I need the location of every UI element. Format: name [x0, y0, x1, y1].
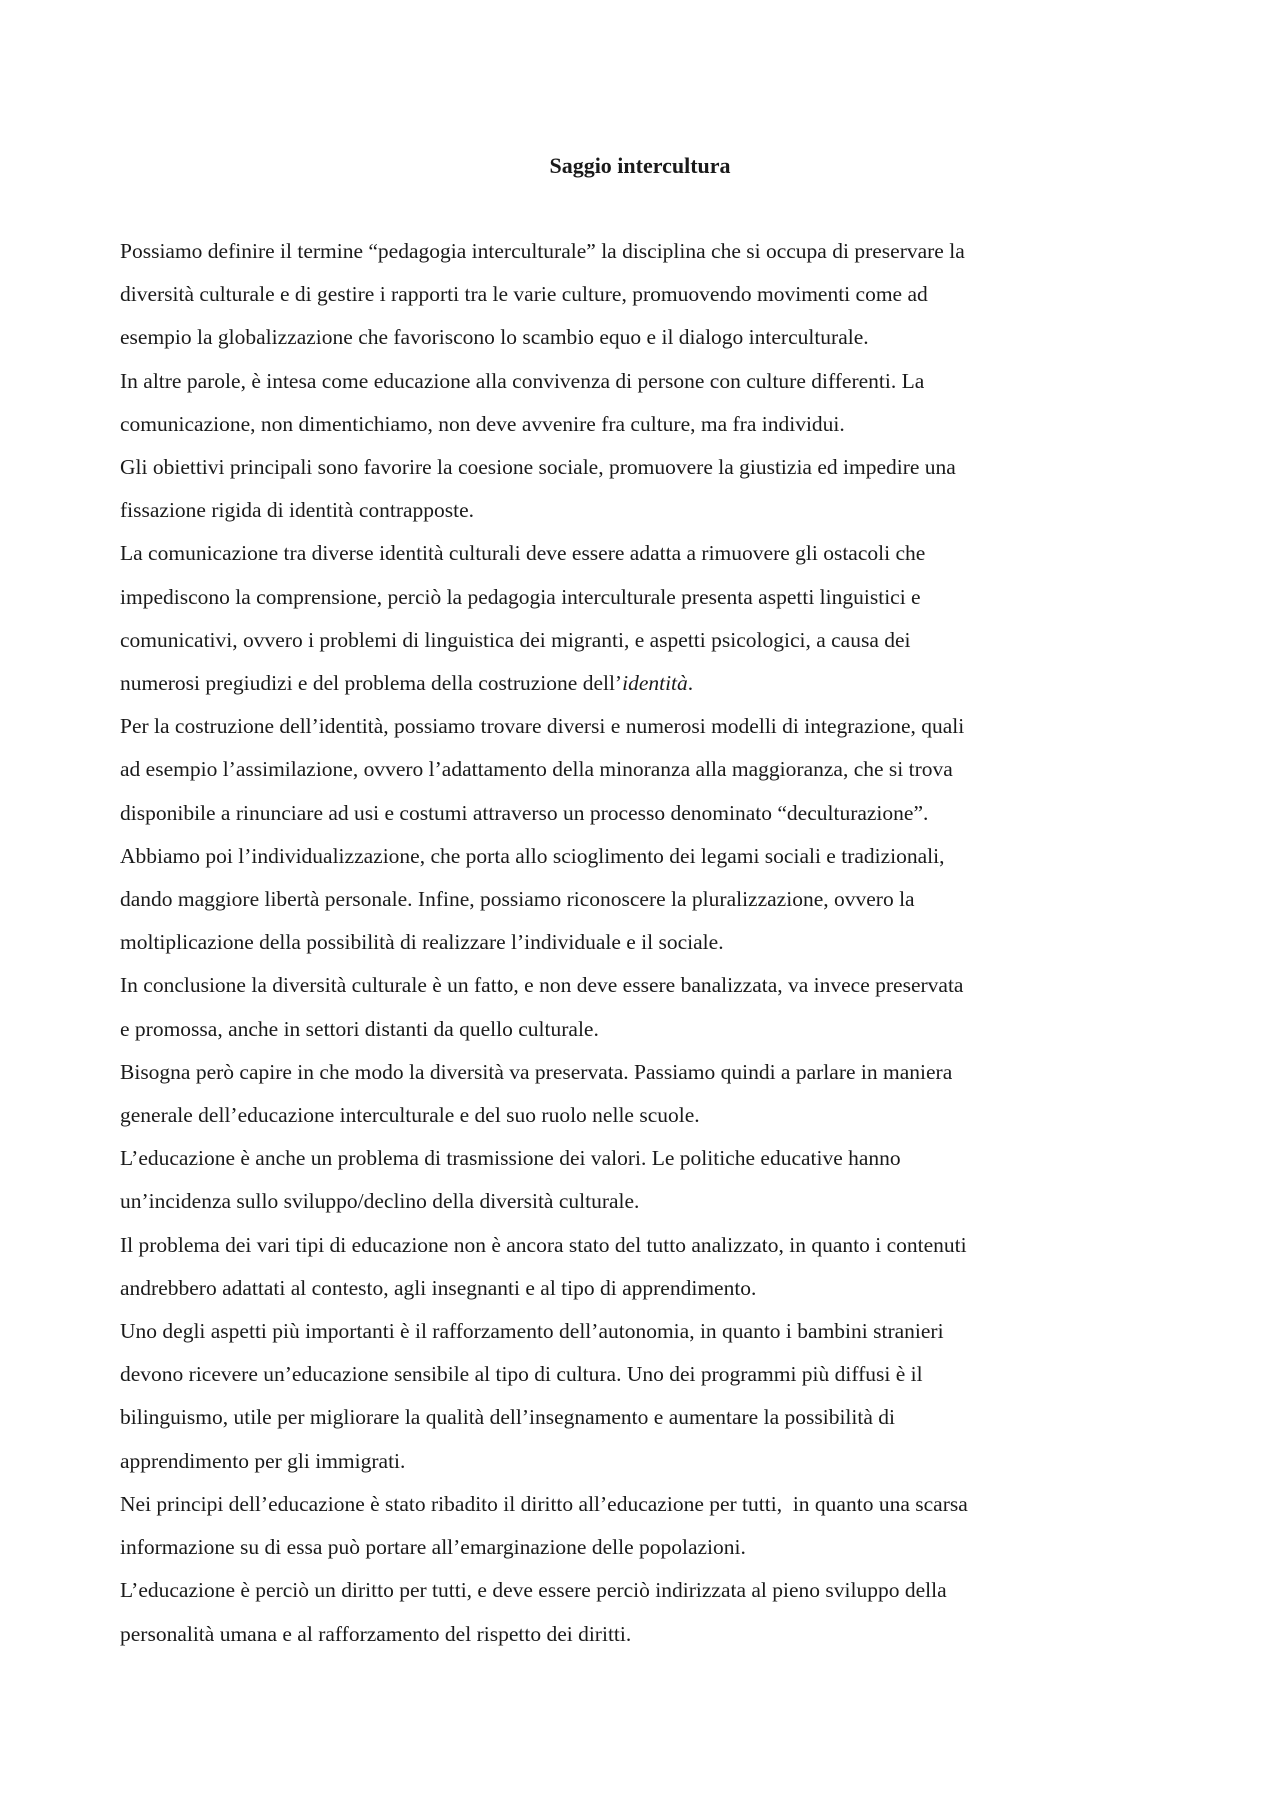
text-line: devono ricevere un’educazione sensibile al tipo di cultura. Uno dei programmi più diffusi è il	[120, 1362, 923, 1387]
text-line: ad esempio l’assimilazione, ovvero l’adattamento della minoranza alla maggioranza, che si trova	[120, 757, 953, 782]
text-line: Possiamo definire il termine “pedagogia interculturale” la disciplina che si occupa di preservare la	[120, 239, 965, 263]
text-line	[120, 662, 1160, 705]
text-line: In conclusione la diversità culturale è un fatto, e non deve essere banalizzata, va invece preservata	[120, 973, 964, 998]
text-line: un’incidenza sullo sviluppo/declino della diversità culturale.	[120, 1189, 640, 1214]
text-line: andrebbero adattati al contesto, agli insegnanti e al tipo di apprendimento.	[120, 1275, 757, 1300]
text-line: Abbiamo poi l’individualizzazione, che porta allo scioglimento dei legami sociali e tradizionali,	[120, 843, 945, 868]
text-line: Bisogna però capire in che modo la diversità va preservata. Passiamo quindi a parlare in maniera	[120, 1059, 953, 1084]
text-line: informazione su di essa può portare all’emarginazione delle popolazioni.	[120, 1535, 746, 1560]
text-line: Gli obiettivi principali sono favorire la coesione sociale, promuovere la giustizia ed impedire una	[120, 455, 956, 480]
text-line: Per la costruzione dell’identità, possiamo trovare diversi e numerosi modelli di integrazione, quali	[120, 714, 965, 739]
paragraph	[120, 705, 1160, 835]
text-line: apprendimento per gli immigrati.	[120, 1448, 406, 1473]
text-line-prefix: numerosi pregiudizi e del problema della costruzione dell’	[120, 671, 623, 696]
text-line: bilinguismo, utile per migliorare la qualità dell’insegnamento e aumentare la possibilità di	[120, 1405, 895, 1430]
paragraph	[120, 1483, 1160, 1569]
text-line: generale dell’educazione interculturale e del suo ruolo nelle scuole.	[120, 1103, 700, 1128]
paragraph	[120, 532, 1160, 705]
document-body	[120, 230, 1160, 1656]
text-line: dando maggiore libertà personale. Infine, possiamo riconoscere la pluralizzazione, ovvero la	[120, 887, 915, 912]
paragraph	[120, 1051, 1160, 1137]
paragraph	[120, 964, 1160, 1050]
paragraph	[120, 230, 1160, 360]
document-title: Saggio intercultura	[549, 153, 731, 178]
text-line: personalità umana e al rafforzamento del rispetto dei diritti.	[120, 1621, 632, 1646]
paragraph	[120, 1137, 1160, 1223]
text-line: Uno degli aspetti più importanti è il rafforzamento dell’autonomia, in quanto i bambini stranieri	[120, 1319, 944, 1344]
text-line: L’educazione è perciò un diritto per tutti, e deve essere perciò indirizzata al pieno sviluppo della	[120, 1578, 947, 1603]
italic-term: identità	[622, 671, 688, 696]
text-line: L’educazione è anche un problema di trasmissione dei valori. Le politiche educative hanno	[120, 1146, 901, 1171]
text-line: esempio la globalizzazione che favoriscono lo scambio equo e il dialogo interculturale.	[120, 325, 869, 350]
text-line: moltiplicazione della possibilità di realizzare l’individuale e il sociale.	[120, 930, 724, 955]
text-line: comunicativi, ovvero i problemi di linguistica dei migranti, e aspetti psicologici, a causa dei	[120, 627, 911, 652]
text-line: e promossa, anche in settori distanti da quello culturale.	[120, 1016, 599, 1041]
paragraph	[120, 835, 1160, 965]
text-line-suffix: .	[687, 671, 694, 696]
text-line: comunicazione, non dimentichiamo, non deve avvenire fra culture, ma fra individui.	[120, 411, 845, 436]
paragraph	[120, 1224, 1160, 1310]
text-line: La comunicazione tra diverse identità culturali deve essere adatta a rimuovere gli ostacoli che	[120, 541, 926, 566]
paragraph	[120, 1569, 1160, 1655]
text-line: Il problema dei vari tipi di educazione non è ancora stato del tutto analizzato, in quanto i contenuti	[120, 1232, 967, 1257]
paragraph	[120, 1310, 1160, 1483]
paragraph	[120, 446, 1160, 532]
text-line: disponibile a rinunciare ad usi e costumi attraverso un processo denominato “deculturazione”.	[120, 800, 929, 825]
text-line: impediscono la comprensione, perciò la pedagogia interculturale presenta aspetti linguistici e	[120, 584, 921, 609]
text-line: Nei principi dell’educazione è stato ribadito il diritto all’educazione per tutti, in quanto una scarsa	[120, 1491, 968, 1516]
text-line: fissazione rigida di identità contrapposte.	[120, 498, 475, 523]
text-line: diversità culturale e di gestire i rapporti tra le varie culture, promuovendo movimenti come ad	[120, 282, 928, 307]
text-line: In altre parole, è intesa come educazione alla convivenza di persone con culture differenti. La	[120, 368, 925, 393]
paragraph	[120, 360, 1160, 446]
